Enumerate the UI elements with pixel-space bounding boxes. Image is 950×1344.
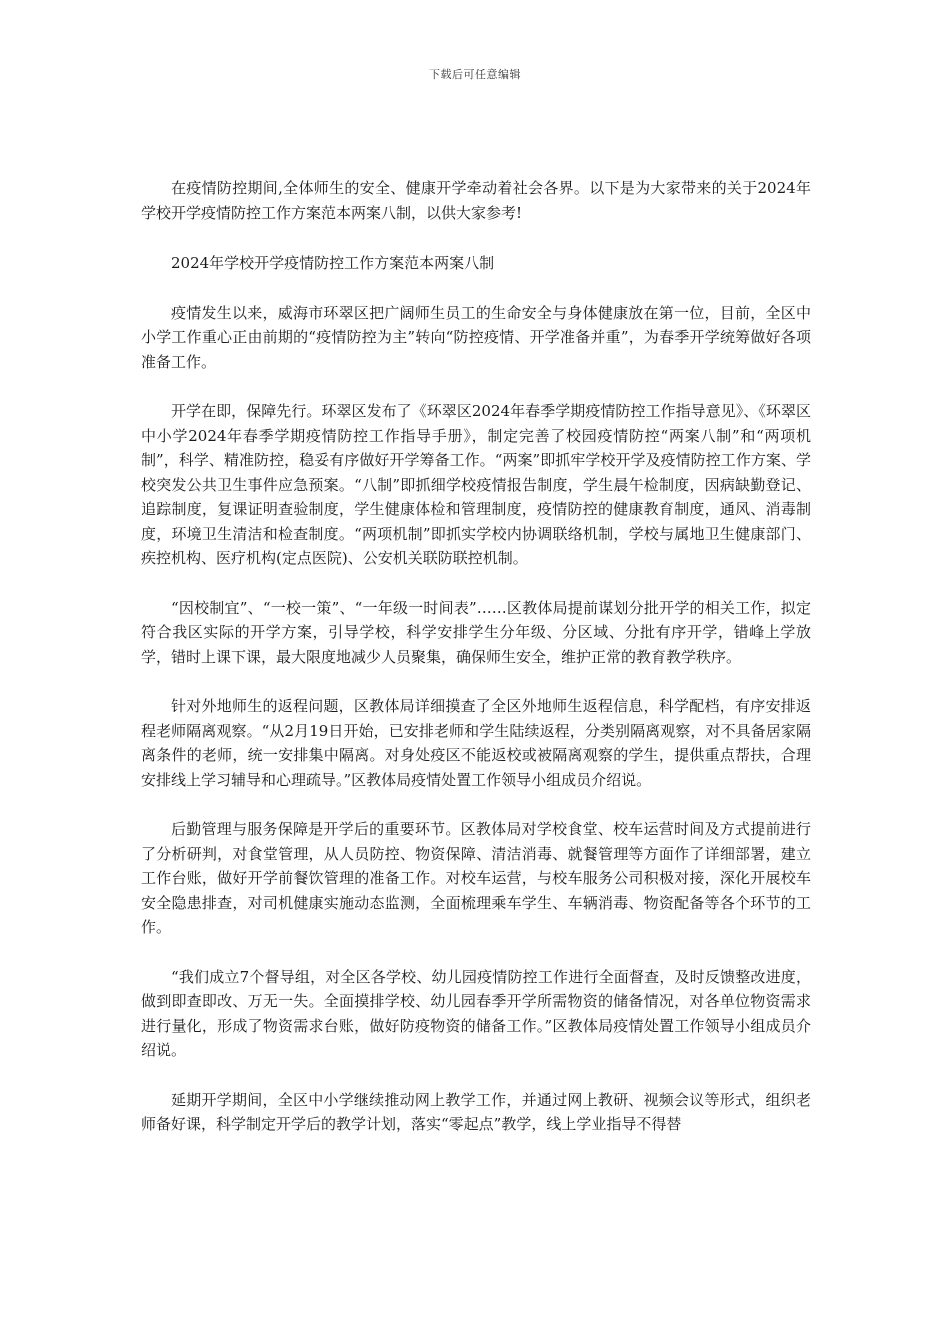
intro-paragraph: 在疫情防控期间,全体师生的安全、健康开学牵动着社会各界。以下是为大家带来的关于2024年学校开学疫情防控工作方案范本两案八制，以供大家参考! <box>141 179 811 222</box>
body-paragraph: 开学在即，保障先行。环翠区发布了《环翠区2024年春季学期疫情防控工作指导意见》、《环翠区中小学2024年春季学期疫情防控工作指导手册》，制定完善了校园疫情防控“两案八制”和“两项机制”，科学、精准防控，稳妥有序做好开学筹备工作。“两案”即抓牢学校开学及疫情防控工作方案、学校突发公共卫生事件应急预案。“八制”即抓细学校疫情报告制度，学生晨午检制度，因病缺勤登记、追踪制度，复课证明查验制度，学生健康体检和管理制度，疫情防控的健康教育制度，通风、消毒制度，环境卫生清洁和检查制度。“两项机制”即抓实学校内协调联络机制，学校与属地卫生健康部门、疾控机构、医疗机构(定点医院)、公安机关联防联控机制。 <box>141 402 811 567</box>
body-paragraph: 疫情发生以来，威海市环翠区把广阔师生员工的生命安全与身体健康放在第一位，目前，全区中小学工作重心正由前期的“疫情防控为主”转向“防控疫情、开学准备并重”，为春季开学统筹做好各项准备工作。 <box>141 303 811 371</box>
document-body <box>141 176 811 1162</box>
body-paragraph: “我们成立7个督导组，对全区各学校、幼儿园疫情防控工作进行全面督查，及时反馈整改进度，做到即查即改、万无一失。全面摸排学校、幼儿园春季开学所需物资的储备情况，对各单位物资需求进行量化，形成了物资需求台账，做好防疫物资的储备工作。”区教体局疫情处置工作领导小组成员介绍说。 <box>141 967 811 1059</box>
body-paragraph: 后勤管理与服务保障是开学后的重要环节。区教体局对学校食堂、校车运营时间及方式提前进行了分析研判，对食堂管理，从人员防控、物资保障、清洁消毒、就餐管理等方面作了详细部署，建立工作台账，做好开学前餐饮管理的准备工作。对校车运营，与校车服务公司积极对接，深化开展校车安全隐患排查，对司机健康实施动态监测，全面梳理乘车学生、车辆消毒、物资配备等各个环节的工作。 <box>141 820 811 936</box>
document-title: 2024年学校开学疫情防控工作方案范本两案八制 <box>171 254 495 272</box>
body-paragraph: 延期开学期间，全区中小学继续推动网上教学工作，并通过网上教研、视频会议等形式，组织老师备好课，科学制定开学后的教学计划，落实“零起点”教学，线上学业指导不得替 <box>141 1090 811 1133</box>
body-paragraph: 针对外地师生的返程问题，区教体局详细摸查了全区外地师生返程信息，科学配档，有序安排返程老师隔离观察。“从2月19日开始，已安排老师和学生陆续返程，分类别隔离观察，对不具备居家隔离条件的老师，统一安排集中隔离。对身处疫区不能返校或被隔离观察的学生，提供重点帮扶，合理安排线上学习辅导和心理疏导。”区教体局疫情处置工作领导小组成员介绍说。 <box>141 697 811 789</box>
page-header-note: 下载后可任意编辑 <box>429 68 521 81</box>
body-paragraph: “因校制宜”、“一校一策”、“一年级一时间表”……区教体局提前谋划分批开学的相关工作，拟定符合我区实际的开学方案，引导学校，科学安排学生分年级、分区域、分批有序开学，错峰上学放学，错时上课下课，最大限度地减少人员聚集，确保师生安全，维护正常的教育教学秩序。 <box>141 598 811 666</box>
